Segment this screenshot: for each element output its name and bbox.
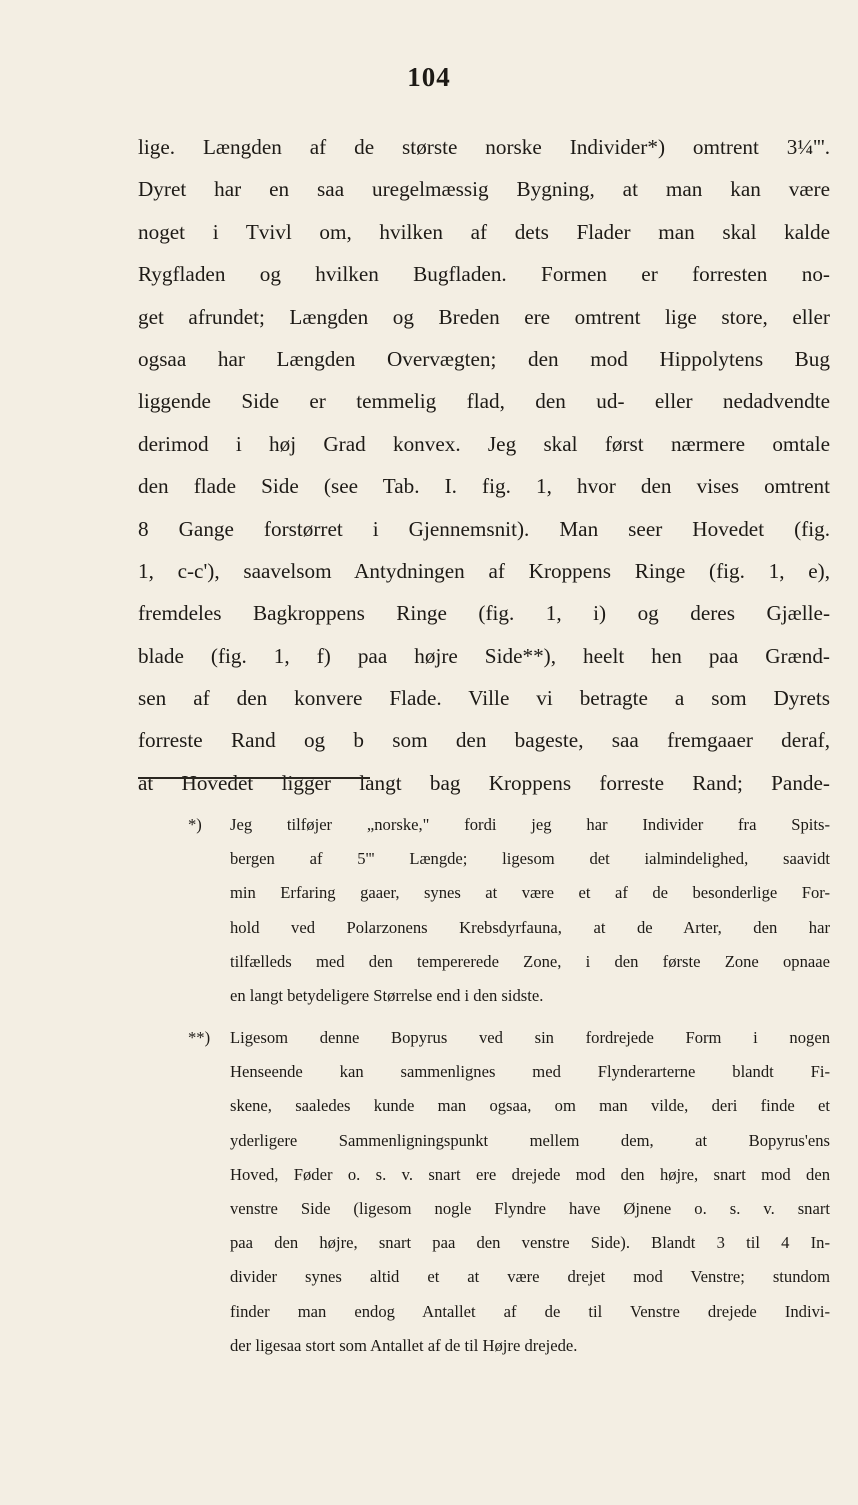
body-line: lige. Længden af de største norske Individer*) omtrent 3¼'''. bbox=[138, 135, 830, 159]
body-line: ogsaa har Længden Overvægten; den mod Hippolytens Bug bbox=[138, 346, 830, 371]
footnote bbox=[138, 1021, 830, 1363]
body-line: den flade Side (see Tab. I. fig. 1, hvor den vises omtrent bbox=[138, 474, 830, 499]
footnote-line: der ligesaa stort som Antallet af de til Højre drejede. bbox=[230, 1335, 578, 1355]
body-line: liggende Side er temmelig flad, den ud- eller nedadvendte bbox=[138, 389, 830, 414]
body-line: 1, c-c'), saavelsom Antydningen af Kroppens Ringe (fig. 1, e), bbox=[138, 558, 830, 583]
body-line: derimod i høj Grad konvex. Jeg skal først nærmere omtale bbox=[138, 431, 830, 456]
body-line: at Hovedet ligger langt bag Kroppens forreste Rand; Pande- bbox=[138, 770, 830, 795]
page-number: 104 bbox=[407, 62, 451, 92]
body-line: fremdeles Bagkroppens Ringe (fig. 1, i) og deres Gjælle- bbox=[138, 601, 830, 626]
footnote-body bbox=[138, 808, 830, 1013]
footnote-mark: **) bbox=[188, 1028, 211, 1047]
footnote-body bbox=[138, 1021, 830, 1363]
body-text bbox=[138, 126, 830, 804]
footnote-line: tilfælleds med den tempererede Zone, i den første Zone opnaae bbox=[230, 951, 830, 971]
body-line: noget i Tvivl om, hvilken af dets Flader man skal kalde bbox=[138, 219, 830, 244]
footnote-line: Henseende kan sammenlignes med Flynderarterne blandt Fi- bbox=[230, 1062, 830, 1082]
footnote-line: Ligesom denne Bopyrus ved sin fordrejede Form i nogen bbox=[230, 1028, 830, 1047]
footnote-line: finder man endog Antallet af de til Venstre drejede Indivi- bbox=[230, 1301, 830, 1321]
footnote-line: skene, saaledes kunde man ogsaa, om man vilde, deri finde et bbox=[230, 1096, 830, 1116]
body-line: forreste Rand og b som den bageste, saa fremgaaer deraf, bbox=[138, 728, 830, 753]
body-line: blade (fig. 1, f) paa højre Side**), heelt hen paa Grænd- bbox=[138, 643, 830, 668]
footnote-separator-rule bbox=[138, 777, 370, 779]
footnote-mark: *) bbox=[188, 815, 202, 834]
body-line: sen af den konvere Flade. Ville vi betragte a som Dyrets bbox=[138, 686, 830, 711]
footnote-line: paa den højre, snart paa den venstre Side). Blandt 3 til 4 In- bbox=[230, 1233, 830, 1253]
footnote-line: Jeg tilføjer „norske," fordi jeg har Individer fra Spits- bbox=[230, 815, 830, 834]
footnote-line: min Erfaring gaaer, synes at være et af de besonderlige For- bbox=[230, 883, 830, 903]
footnote-line: yderligere Sammenligningspunkt mellem dem, at Bopyrus'ens bbox=[230, 1130, 830, 1150]
footnote-line: bergen af 5''' Længde; ligesom det ialmindelighed, saavidt bbox=[230, 849, 830, 869]
footnote-line: venstre Side (ligesom nogle Flyndre have Øjnene o. s. v. snart bbox=[230, 1198, 830, 1218]
footnote-line: hold ved Polarzonens Krebsdyrfauna, at de Arter, den har bbox=[230, 917, 830, 937]
footnote-line: Hoved, Føder o. s. v. snart ere drejede mod den højre, snart mod den bbox=[230, 1164, 830, 1184]
body-line: 8 Gange forstørret i Gjennemsnit). Man seer Hovedet (fig. bbox=[138, 516, 830, 541]
footnote bbox=[138, 808, 830, 1013]
body-line: Dyret har en saa uregelmæssig Bygning, at man kan være bbox=[138, 177, 830, 202]
body-line: get afrundet; Længden og Breden ere omtrent lige store, eller bbox=[138, 304, 830, 329]
footnote-line: en langt betydeligere Størrelse end i den sidste. bbox=[230, 985, 544, 1005]
body-line: Rygfladen og hvilken Bugfladen. Formen er forresten no- bbox=[138, 262, 830, 287]
footnote-line: divider synes altid et at være drejet mod Venstre; stundom bbox=[230, 1267, 830, 1287]
